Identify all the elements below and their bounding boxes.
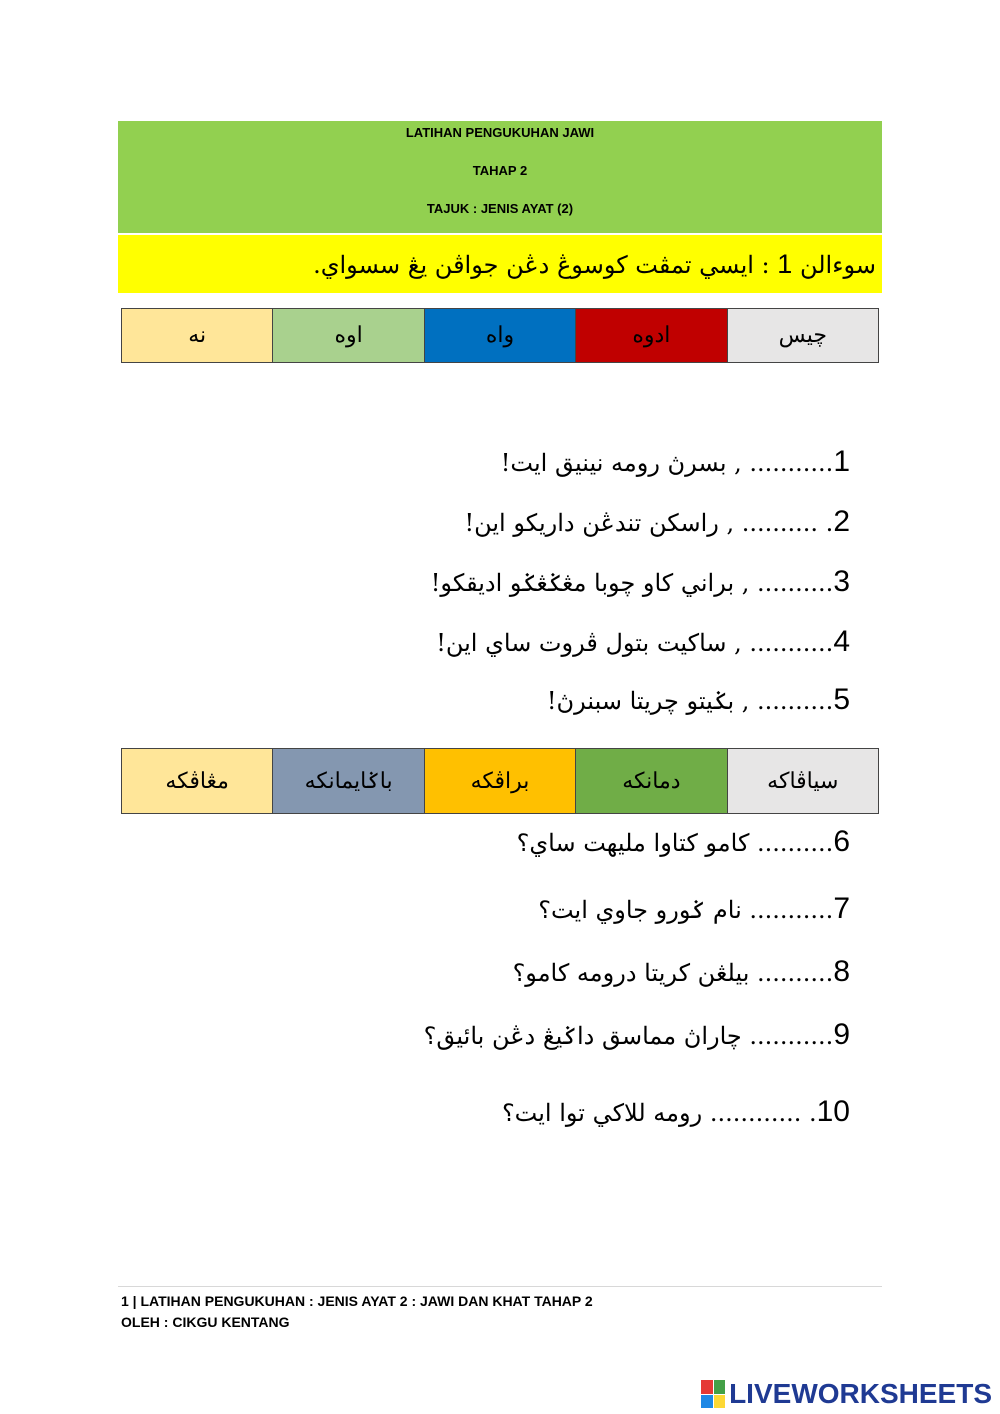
option-2-1[interactable]: سياڤاكه	[727, 749, 878, 813]
page-footer	[121, 1291, 593, 1333]
header-topic: TAJUK : JENIS AYAT (2)	[426, 201, 574, 216]
option-1-3[interactable]: واه	[424, 309, 575, 362]
item-text[interactable]: ........... , بسرڽ رومه نينيق ايت!	[500, 449, 834, 477]
option-2-4[interactable]: باݢايمانكه	[272, 749, 423, 813]
item-text[interactable]: .......... بيلڠن كريتا درومه كامو؟	[512, 959, 834, 987]
question-item	[424, 1018, 850, 1052]
item-text[interactable]: ........... نام ݢورو جاوي ايت؟	[538, 896, 834, 924]
header-title: LATIHAN PENGUKUHAN JAWI	[405, 125, 595, 140]
question-list-part-1	[250, 0, 850, 1414]
header-level: TAHAP 2	[472, 163, 528, 178]
question-item	[431, 565, 850, 599]
item-text[interactable]: .......... كامو كتاوا مليهت ساي؟	[516, 829, 834, 857]
item-number: 3	[833, 565, 850, 598]
answer-options-row-2	[121, 748, 879, 814]
question-text: : ايسي تمڤت كوسوڠ دڠن جواڤن يڠ سسواي.	[313, 251, 770, 279]
option-2-5[interactable]: مڠاڤكه	[122, 749, 272, 813]
option-1-5[interactable]: نه	[122, 309, 272, 362]
option-1-2[interactable]: ادوه	[575, 309, 726, 362]
item-text[interactable]: .......... , بݢيتو چريتا سبنرڽ!	[546, 687, 834, 715]
liveworksheets-logo[interactable]	[701, 1378, 992, 1410]
question-item	[502, 1095, 850, 1129]
question-number: 1	[777, 249, 793, 279]
question-item	[436, 625, 850, 659]
logo-cube-icon	[701, 1380, 725, 1408]
item-number: 1	[833, 445, 850, 478]
question-item	[501, 445, 850, 479]
item-text[interactable]: . ............ رومه للاكي توا ايت؟	[501, 1099, 817, 1127]
footer-line-1: 1 | LATIHAN PENGUKUHAN : JENIS AYAT 2 : JAWI DAN KHAT TAHAP 2	[121, 1293, 593, 1309]
item-number: 8	[833, 955, 850, 988]
question-item	[513, 955, 850, 989]
brand-name: LIVEWORKSHEETS	[729, 1378, 992, 1409]
item-number: 2	[833, 505, 850, 538]
item-number: 7	[833, 892, 850, 925]
option-1-4[interactable]: اوه	[272, 309, 423, 362]
option-2-3[interactable]: براڤكه	[424, 749, 575, 813]
item-number: 10	[816, 1095, 850, 1128]
item-number: 9	[833, 1018, 850, 1051]
question-prefix: سوءالن	[799, 251, 876, 279]
item-number: 4	[833, 625, 850, 658]
question-item	[538, 892, 850, 926]
option-2-2[interactable]: دمانكه	[575, 749, 726, 813]
question-item	[517, 825, 850, 859]
item-text[interactable]: .......... , براني كاو چوبا مڠݢڠݢو اديقكو!	[430, 569, 834, 597]
question-item	[464, 505, 850, 539]
footer-divider	[118, 1286, 882, 1287]
item-text[interactable]: ........... , ساكيت بتول ڤروت ساي اين!	[436, 629, 834, 657]
question-item	[547, 683, 850, 717]
item-number: 5	[833, 683, 850, 716]
item-text[interactable]: ........... چاراڽ مماسق داݢيڠ دڠن بائيق؟	[423, 1022, 834, 1050]
option-1-1[interactable]: چيس	[727, 309, 878, 362]
item-number: 6	[833, 825, 850, 858]
item-text[interactable]: . .......... , راسكن تندڠن داريكو اين!	[464, 509, 834, 537]
footer-line-2: OLEH : CIKGU KENTANG	[121, 1314, 290, 1330]
